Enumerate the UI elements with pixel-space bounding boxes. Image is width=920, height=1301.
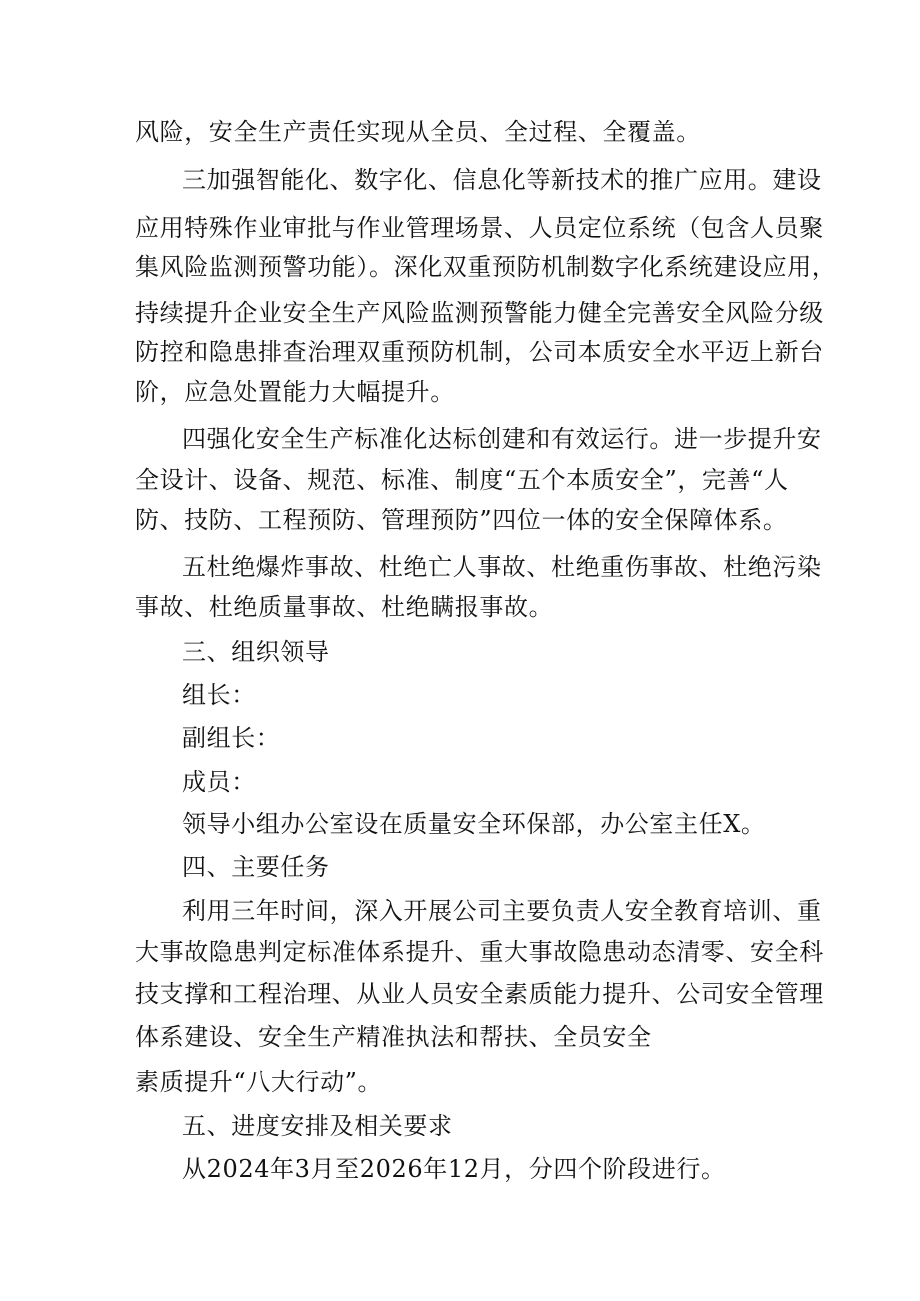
text-line: 集风险监测预警功能）。深化双重预防机制数字化系统建设应用， — [135, 253, 837, 281]
paragraph-start-line: 三加强智能化、数字化、信息化等新技术的推广应用。建设 — [182, 166, 822, 194]
text-line: 事故、杜绝质量事故、杜绝瞒报事故。 — [135, 593, 554, 621]
text-line: 大事故隐患判定标准体系提升、重大事故隐患动态清零、安全科 — [135, 938, 824, 966]
group-leader-label: 组长： — [182, 681, 256, 709]
paragraph-start-line: 领导小组办公室设在质量安全环保部，办公室主任X。 — [182, 810, 766, 838]
section-heading: 三、组织领导 — [182, 638, 330, 666]
text-line: 应用特殊作业审批与作业管理场景、人员定位系统（包含人员聚 — [135, 214, 824, 242]
members-label: 成员： — [182, 768, 256, 796]
paragraph-start-line: 五杜绝爆炸事故、杜绝亡人事故、杜绝重伤事故、杜绝污染 — [182, 553, 822, 581]
paragraph-start-line: 从2024年3月至2026年12月，分四个阶段进行。 — [182, 1155, 726, 1183]
text-line: 全设计、设备、规范、标准、制度“五个本质安全”，完善“人 — [135, 466, 789, 494]
deputy-leader-label: 副组长： — [182, 724, 281, 752]
text-line: 持续提升企业安全生产风险监测预警能力健全完善安全风险分级 — [135, 299, 824, 327]
paragraph-start-line: 利用三年时间，深入开展公司主要负责人安全教育培训、重 — [182, 897, 822, 925]
section-heading: 四、主要任务 — [182, 853, 330, 881]
paragraph-start-line: 四强化安全生产标准化达标创建和有效运行。进一步提升安 — [182, 425, 822, 453]
text-line: 阶，应急处置能力大幅提升。 — [135, 378, 455, 406]
text-line: 防、技防、工程预防、管理预防”四位一体的安全保障体系。 — [135, 506, 788, 534]
section-heading: 五、进度安排及相关要求 — [182, 1112, 453, 1140]
text-line: 素质提升“八大行动”。 — [135, 1068, 383, 1096]
text-line: 体系建设、安全生产精准执法和帮扶、全员安全 — [135, 1023, 652, 1051]
text-line: 防控和隐患排查治理双重预防机制，公司本质安全水平迈上新台 — [135, 338, 824, 366]
text-line: 技支撑和工程治理、从业人员安全素质能力提升、公司安全管理 — [135, 980, 824, 1008]
text-line: 风险，安全生产责任实现从全员、全过程、全覆盖。 — [135, 118, 701, 146]
